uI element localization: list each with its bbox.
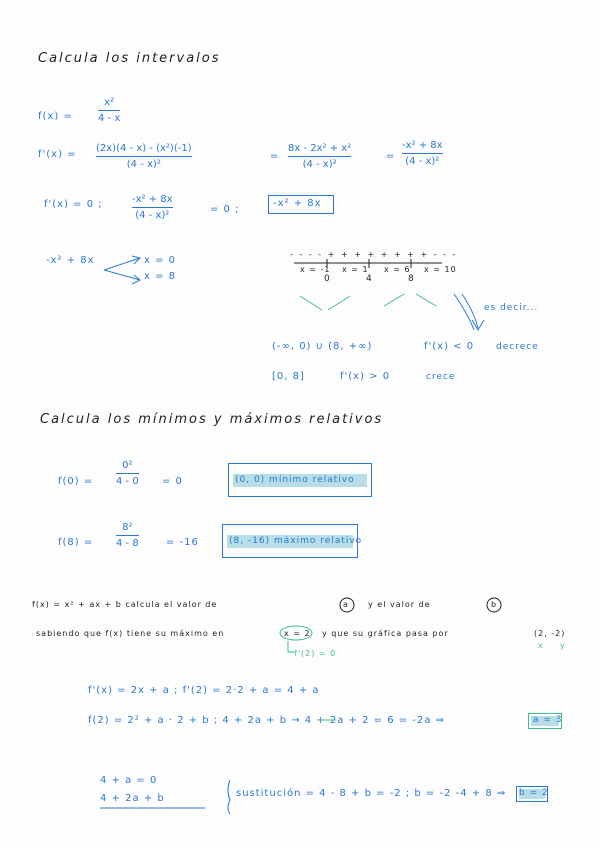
value-line: f(2) = 2² + a · 2 + b ; 4 + 2a + b → 4 + 2a + 2 = 6 = -2a ⇒ <box>88 715 445 726</box>
system-eq-1: 4 + a = 0 <box>100 775 158 786</box>
crece-word: crece <box>426 372 456 382</box>
fprime-denominator-2: (4 - x)² <box>302 159 337 170</box>
tick-label-4: 4 <box>366 274 373 284</box>
decrece-word: decrece <box>496 342 539 352</box>
root-8: x = 8 <box>144 271 177 282</box>
fprime-label: f'(x) = <box>38 149 77 160</box>
test-point-4: x = 10 <box>424 265 457 274</box>
fprime-numerator-3: -x² + 8x <box>402 140 443 151</box>
circle-a <box>340 598 354 612</box>
decrece-interval: (-∞, 0) ∪ (8, +∞) <box>272 341 373 352</box>
f0-numerator: 0² <box>122 460 133 471</box>
fprime-denominator-3: (4 - x)² <box>405 156 440 167</box>
f8-denominator: 4 - 8 <box>116 538 139 549</box>
circle-x2 <box>280 626 312 640</box>
fprime-numerator-2: 8x - 2x² + x² <box>288 143 352 154</box>
decrease-mark-1 <box>300 296 322 310</box>
statement-line-2: sabiendo que f(x) tiene su máximo en <box>36 629 225 638</box>
fprime-numerator-1: (2x)(4 - x) - (x²)(-1) <box>96 143 192 154</box>
fprime-denominator-1: (4 - x)² <box>126 159 161 170</box>
tick-label-0: 0 <box>324 274 331 284</box>
arrow-root-8 <box>104 270 140 284</box>
point-y-label: y <box>560 641 566 650</box>
crece-condition: f'(x) > 0 <box>340 371 391 382</box>
substitution-line: sustitución = 4 - 8 + b = -2 ; b = -2 -4 + 8 ⇒ <box>236 788 507 799</box>
var-a-label: a <box>343 600 349 609</box>
maximum-text: (8, -16) máximo relativo <box>229 536 363 546</box>
statement-line-2-post: y que su gráfica pasa por <box>322 629 449 638</box>
increase-mark-2 <box>384 294 404 306</box>
test-point-3: x = 6 <box>384 265 411 274</box>
system-eq-2: 4 + 2a + b <box>100 793 165 804</box>
statement-line-1-mid: y el valor de <box>368 600 431 609</box>
equals-2: = <box>386 151 396 162</box>
section-title-intervals: Calcula los intervalos <box>38 51 221 66</box>
f-numerator: x² <box>104 97 115 108</box>
zero-label: f'(x) = 0 ; <box>44 199 103 210</box>
f8-numerator: 8² <box>122 522 133 533</box>
f-label: f(x) = <box>38 111 73 122</box>
derivative-line: f'(x) = 2x + a ; f'(2) = 2·2 + a = 4 + a <box>88 685 320 696</box>
b-result: b = 2 <box>519 788 549 798</box>
test-point-1: x = -1 <box>300 265 331 274</box>
x2-circled: x = 2 <box>284 629 311 638</box>
root-0: x = 0 <box>144 255 177 266</box>
f8-label: f(8) = <box>58 537 94 548</box>
test-point-2: x = 1 <box>342 265 369 274</box>
f0-rhs: = 0 <box>162 476 183 487</box>
zero-numerator: -x² + 8x <box>132 194 173 205</box>
decrease-mark-2 <box>416 294 436 306</box>
zero-rhs: = 0 ; <box>210 204 240 215</box>
var-b-label: b <box>491 600 498 609</box>
crece-interval: [0, 8] <box>272 371 305 382</box>
zero-boxed-text: -x² + 8x <box>273 198 322 209</box>
roots-expression: -x² + 8x <box>46 255 95 266</box>
f0-denominator: 4 - 0 <box>116 476 139 487</box>
es-decir-note: es decir... <box>484 303 539 313</box>
arrow-root-0 <box>104 256 140 270</box>
tick-label-8: 8 <box>408 274 415 284</box>
f8-rhs: = -16 <box>166 537 199 548</box>
system-brace <box>228 780 230 814</box>
decrece-condition: f'(x) < 0 <box>424 341 475 352</box>
section-title-extrema: Calcula los mínimos y máximos relativos <box>40 412 384 427</box>
circle-b <box>487 598 501 612</box>
statement-line-1: f(x) = x² + ax + b calcula el valor de <box>32 600 218 609</box>
fprime-2-note: f'(2) = 0 <box>294 649 337 658</box>
a-result: a = 3 <box>533 715 563 725</box>
f0-label: f(0) = <box>58 476 94 487</box>
zero-denominator: (4 - x)² <box>135 210 170 221</box>
equals-1: = <box>270 151 280 162</box>
minimum-text: (0, 0) mínimo relativo <box>235 475 355 485</box>
point: (2, -2) <box>534 629 566 638</box>
f-denominator: 4 - x <box>98 113 121 124</box>
increase-mark <box>328 296 350 310</box>
sign-row: - - - - + + + + + + + + - - - <box>290 250 458 259</box>
point-x-label: x <box>538 641 544 650</box>
